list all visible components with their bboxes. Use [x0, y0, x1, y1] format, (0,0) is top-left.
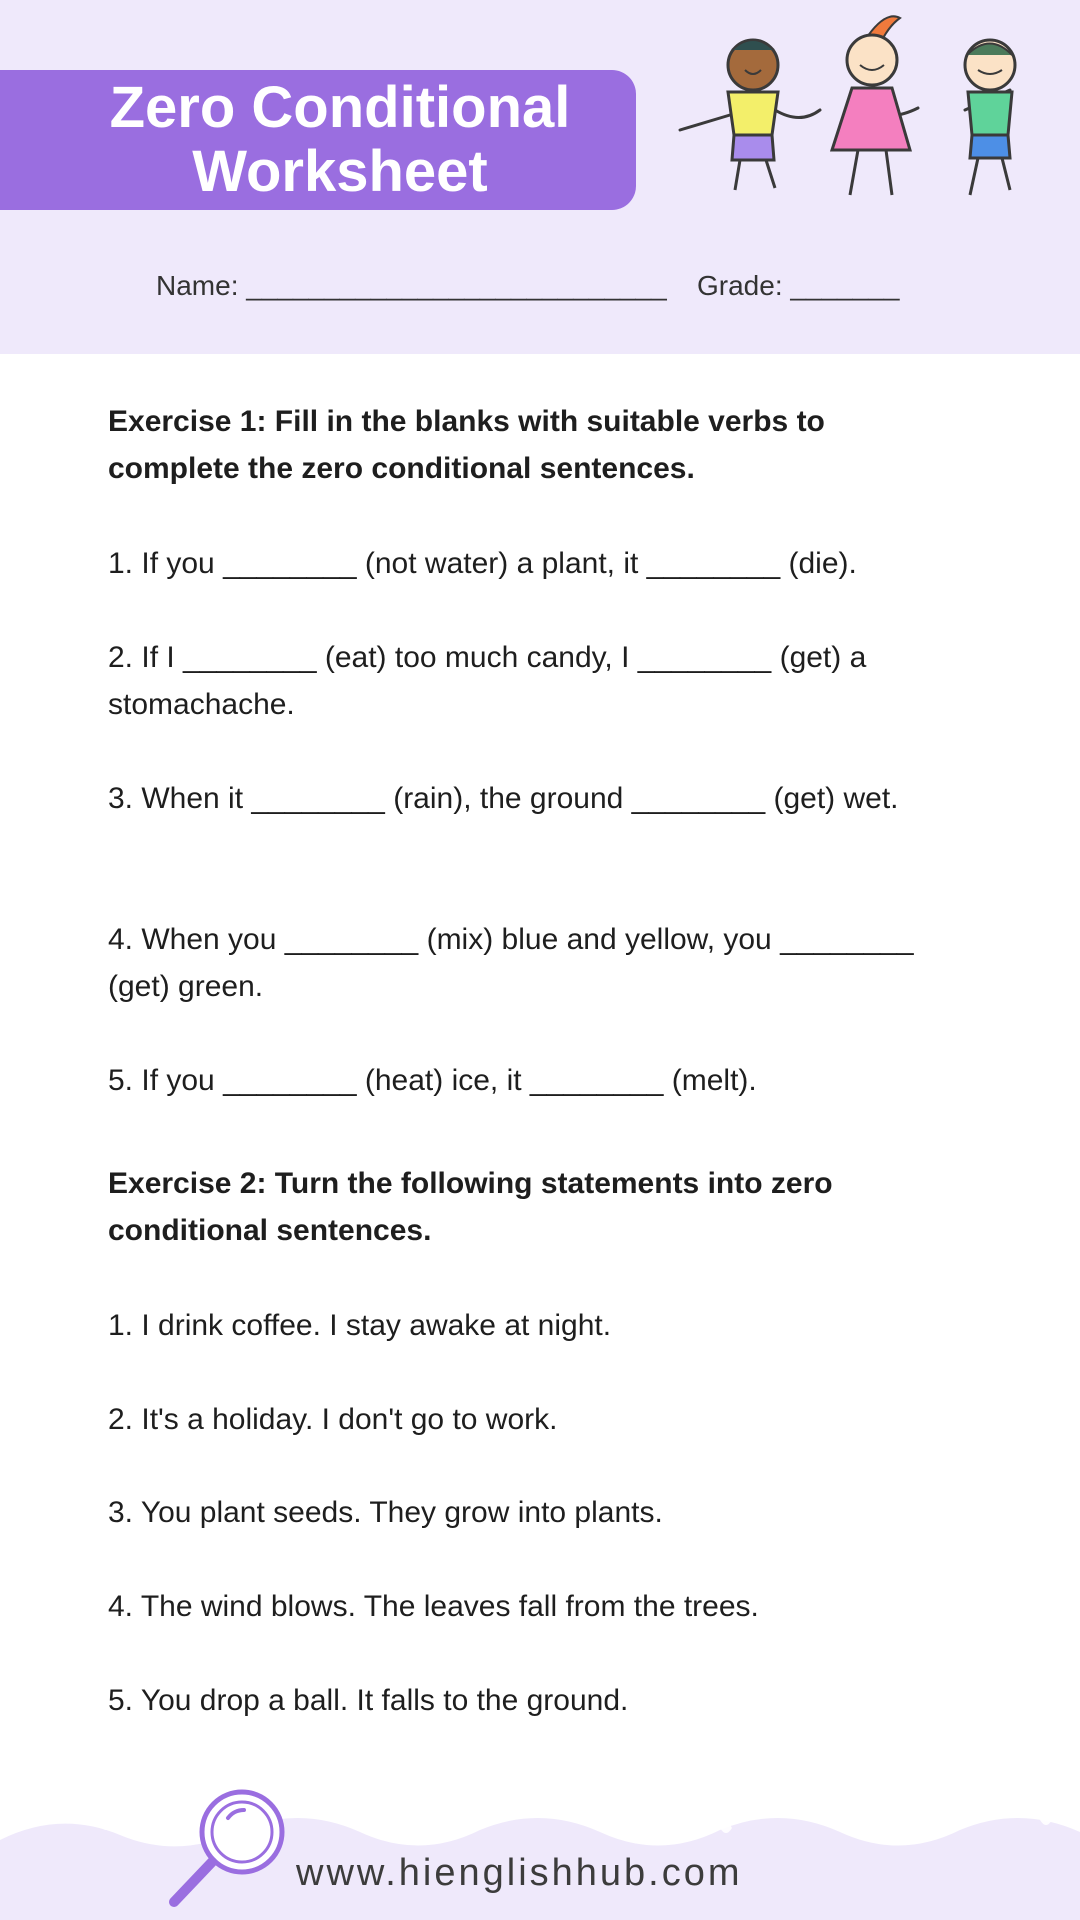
exercise-2-item: 5. You drop a ball. It falls to the ground.: [108, 1684, 629, 1717]
kids-holding-hands-illustration: [660, 10, 1080, 210]
exercise-1-item: 3. When it ________ (rain), the ground ________ (get) wet.: [108, 782, 899, 815]
name-field-line: Name: ___________________________: [156, 270, 667, 301]
exercise-2-heading: Exercise 2: Turn the following statements into zero conditional sentences.: [108, 1167, 833, 1247]
worksheet-title: Zero Conditional Worksheet: [109, 75, 571, 204]
exercise-2-item: 2. It's a holiday. I don't go to work.: [108, 1403, 558, 1436]
title-banner: [0, 70, 636, 210]
exercise-1-item: 5. If you ________ (heat) ice, it ________ (melt).: [108, 1064, 757, 1097]
exercise-1-heading: Exercise 1: Fill in the blanks with suitable verbs to complete the zero conditional sentences.: [108, 405, 825, 485]
magnifier-icon: [160, 1780, 300, 1920]
exercise-2-item: 4. The wind blows. The leaves fall from the trees.: [108, 1590, 759, 1623]
exercise-2-item: 3. You plant seeds. They grow into plants.: [108, 1496, 663, 1529]
exercise-1-item: 4. When you ________ (mix) blue and yellow, you ________ (get) green.: [108, 923, 914, 1003]
exercise-1-item: 2. If I ________ (eat) too much candy, I ________ (get) a stomachache.: [108, 641, 867, 721]
kid-1-figure: [728, 40, 778, 190]
kid-2-figure: [832, 16, 910, 195]
worksheet-header: [0, 0, 1080, 354]
exercise-2-item: 1. I drink coffee. I stay awake at night.: [108, 1309, 612, 1342]
grade-field-line: Grade: _______: [697, 270, 900, 301]
exercise-1-item: 1. If you ________ (not water) a plant, it ________ (die).: [108, 547, 857, 580]
kid-3-figure: [965, 40, 1015, 195]
footer-website-url[interactable]: www.hienglishhub.com: [296, 1852, 743, 1894]
